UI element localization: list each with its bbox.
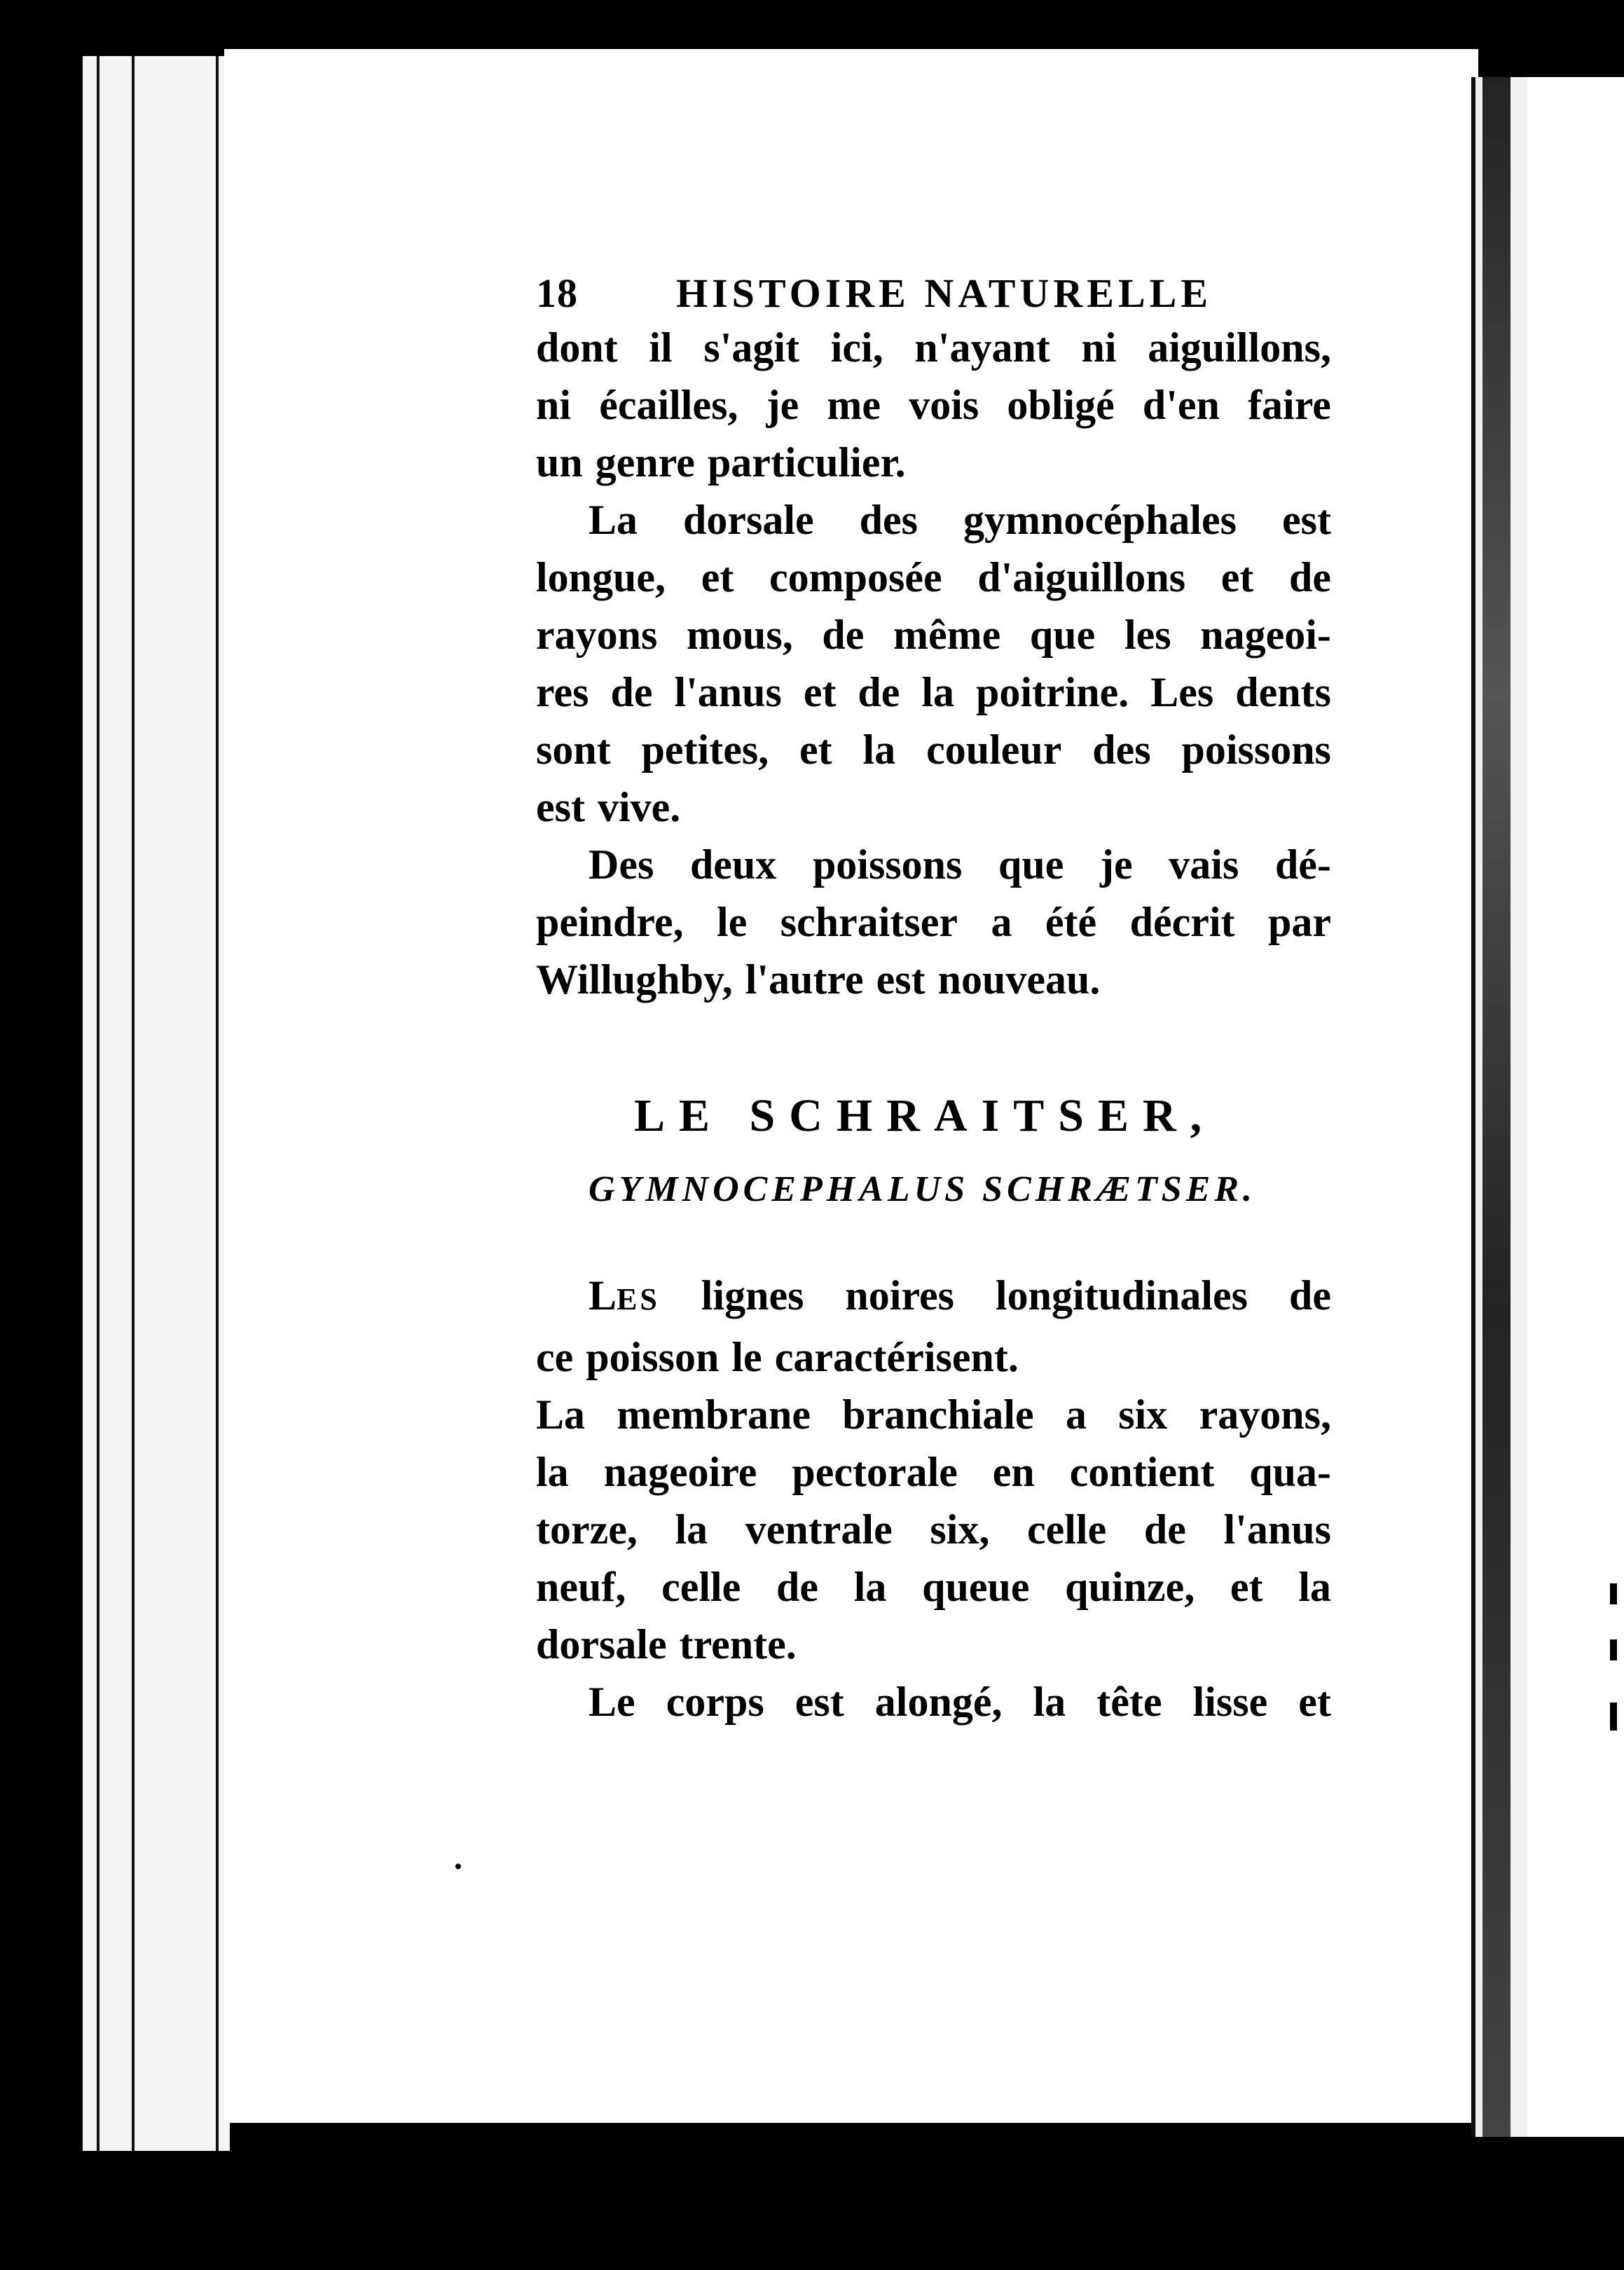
text-line: ni écailles, je me vois obligé d'en faire: [536, 382, 1331, 428]
text-line: res de l'anus et de la poitrine. Les dents: [536, 669, 1331, 715]
text-line: ce poisson le caractérisent.: [536, 1334, 1019, 1380]
text-line: sont petites, et la couleur des poissons: [536, 727, 1331, 773]
text-line: dont il s'agit ici, n'ayant ni aiguillons,: [536, 324, 1331, 371]
page-number: 18: [536, 270, 578, 316]
section-title: LE SCHRAITSER,: [634, 1090, 1216, 1141]
speck: [455, 1864, 461, 1869]
text-line: torze, la ventrale six, celle de l'anus: [536, 1506, 1331, 1553]
running-head: HISTOIRE NATURELLE: [676, 270, 1213, 316]
text-line: la nageoire pectorale en contient qua-: [536, 1449, 1331, 1495]
initial-letter: LES: [589, 1272, 660, 1319]
text-line: dorsale trente.: [536, 1621, 797, 1667]
text-line: longue, et composée d'aiguillons et de: [536, 554, 1331, 600]
paragraph-2: [536, 491, 1331, 836]
text-line: peindre, le schraitser a été décrit par: [536, 899, 1331, 945]
text-line: rayons mous, de même que les nageoi-: [536, 612, 1331, 658]
paragraph-6: [536, 1673, 1331, 1731]
paragraph-5: [536, 1386, 1331, 1673]
page-text-bottom: [536, 1267, 1331, 1731]
page-edge-left: [83, 56, 230, 2151]
page-edge-right: [1471, 77, 1532, 2137]
text-line: La dorsale des gymnocéphales est: [589, 497, 1331, 543]
text-line: LES lignes noires longitudinales de: [536, 1267, 1331, 1328]
text-line: neuf, celle de la queue quinze, et la: [536, 1564, 1331, 1610]
paragraph-3: [536, 836, 1331, 1008]
adjacent-page-edge: [1527, 77, 1624, 2137]
text-line: Willughby, l'autre est nouveau.: [536, 956, 1101, 1003]
text-line: un genre particulier.: [536, 439, 906, 486]
text-line: Le corps est alongé, la tête lisse et: [589, 1679, 1331, 1725]
section-subtitle: GYMNOCEPHALUS SCHRÆTSER.: [589, 1169, 1257, 1209]
text-line: La membrane branchiale a six rayons,: [536, 1391, 1331, 1438]
small-caps: ES: [617, 1282, 660, 1316]
text-line: est vive.: [536, 784, 681, 830]
running-header: [536, 270, 1331, 319]
paragraph-1: [536, 319, 1331, 491]
page-text-top: [536, 270, 1331, 1008]
text-line: Des deux poissons que je vais dé-: [589, 841, 1331, 888]
paragraph-4: [536, 1267, 1331, 1386]
